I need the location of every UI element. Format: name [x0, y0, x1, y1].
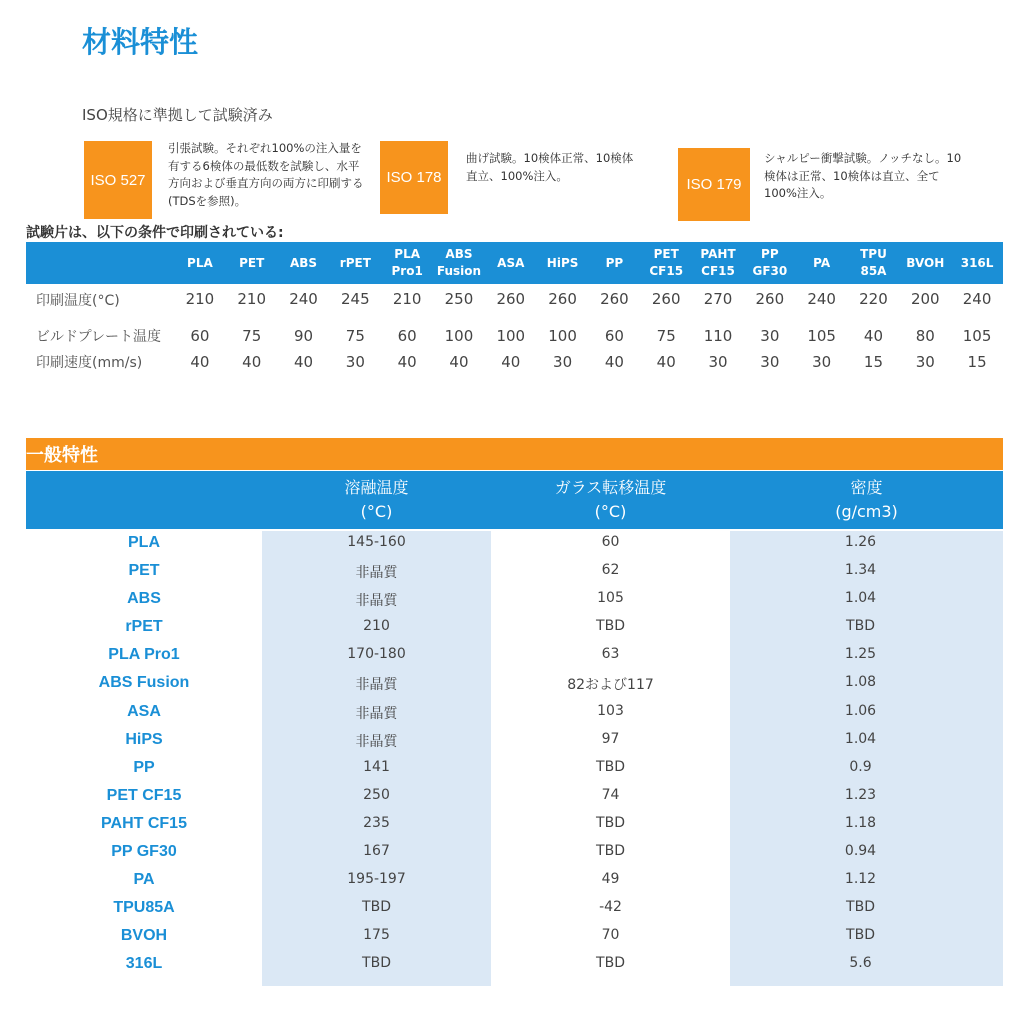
conditions-cell: 210	[237, 290, 267, 308]
material-header-line1: PET	[239, 255, 265, 270]
material-header-2	[278, 242, 330, 284]
conditions-cell: 220	[859, 290, 888, 308]
material-header-line1: ABS	[289, 255, 318, 270]
material-header-0	[174, 242, 226, 284]
material-header-3	[329, 242, 381, 284]
property-row	[26, 671, 1003, 699]
general-properties-bar	[26, 438, 1003, 470]
conditions-cell: 40	[604, 353, 624, 371]
conditions-header-row	[26, 242, 1003, 284]
material-header-5	[433, 242, 485, 284]
material-header-line1: PA	[813, 255, 831, 270]
conditions-cell: 200	[910, 290, 940, 308]
conditions-cell: 210	[185, 290, 215, 308]
conditions-cell: 245	[341, 290, 370, 308]
material-header-line1: ASA	[497, 255, 525, 270]
glass-temp-header-line2: (°C)	[594, 502, 627, 521]
glass-temp-value: 74	[601, 786, 620, 803]
material-name: PP GF30	[111, 843, 177, 861]
property-row	[26, 728, 1003, 756]
material-name: PAHT CF15	[101, 814, 187, 832]
material-header-11	[744, 242, 796, 284]
conditions-cell: 40	[656, 353, 676, 371]
property-row	[26, 700, 1003, 728]
glass-temp-value: TBD	[596, 843, 625, 860]
general-properties-title: 一般特性	[26, 445, 98, 466]
material-name: ABS Fusion	[98, 674, 190, 692]
material-header-10	[692, 242, 744, 284]
conditions-cell: 100	[444, 327, 474, 345]
iso-subtitle: ISO規格に準拠して試験済み	[82, 106, 273, 124]
melt-temp-value: 非晶質	[355, 705, 398, 722]
density-value: 1.08	[844, 674, 877, 691]
conditions-cell: 270	[703, 290, 733, 308]
conditions-cell: 15	[967, 353, 987, 371]
material-header-9	[640, 242, 692, 284]
conditions-cell: 60	[604, 327, 624, 345]
conditions-cell: 30	[760, 353, 780, 371]
melt-temp-header-line2: (°C)	[360, 502, 393, 521]
conditions-cell: 40	[449, 353, 469, 371]
material-header-line1: HiPS	[546, 255, 579, 270]
conditions-cell: 40	[397, 353, 417, 371]
glass-temp-value: TBD	[596, 814, 625, 831]
density-value: 1.06	[844, 702, 877, 719]
melt-temp-value: 175	[363, 927, 390, 944]
material-header-7	[537, 242, 589, 284]
melt-temp-value: 非晶質	[355, 593, 398, 610]
material-name: TPU85A	[113, 899, 175, 917]
glass-temp-value: TBD	[596, 618, 625, 635]
property-row	[26, 531, 1003, 559]
property-row	[26, 559, 1003, 587]
material-header-15	[951, 242, 1003, 284]
material-header-line2: 85A	[860, 264, 887, 278]
conditions-cell: 40	[293, 353, 314, 371]
melt-temp-value: 非晶質	[355, 733, 398, 750]
property-row	[26, 812, 1003, 840]
material-name: 316L	[125, 955, 163, 973]
iso-179-description: シャルピー衝撃試験。ノッチなし。10検体は正常、10検体は直立、全て100%注入。	[764, 151, 962, 200]
glass-temp-header	[491, 471, 730, 529]
material-header-line2: Pro1	[391, 264, 423, 278]
material-header-line1: BVOH	[906, 255, 945, 270]
material-header-line1: 316L	[960, 255, 994, 270]
conditions-row	[26, 323, 1003, 349]
conditions-cell: 75	[656, 327, 676, 345]
density-value: 1.34	[844, 562, 877, 579]
melt-temp-value: 250	[363, 786, 390, 803]
conditions-row-label: 印刷速度(mm/s)	[36, 355, 143, 371]
material-name: PA	[133, 871, 155, 889]
density-value: 0.9	[849, 758, 872, 775]
conditions-cell: 40	[242, 353, 262, 371]
conditions-cell: 90	[293, 327, 314, 345]
melt-temp-value: 195-197	[347, 871, 406, 888]
conditions-cell: 240	[962, 290, 992, 308]
material-name: PET	[128, 562, 160, 580]
density-value: 5.6	[849, 955, 872, 972]
property-row	[26, 868, 1003, 896]
conditions-cell: 100	[548, 327, 577, 345]
material-header-line1: PLA	[394, 247, 421, 261]
property-row	[26, 615, 1003, 643]
conditions-header-blank	[26, 242, 174, 284]
density-value: TBD	[846, 618, 875, 635]
material-header-line1: PAHT	[700, 247, 736, 261]
conditions-cell: 60	[397, 327, 417, 345]
material-name: ABS	[127, 590, 161, 608]
density-value: 0.94	[844, 843, 877, 860]
glass-temp-value: 97	[601, 730, 620, 747]
glass-temp-value: 103	[597, 702, 624, 719]
density-value: 1.26	[844, 534, 877, 550]
iso-527-description: 引張試験。それぞれ100%の注入量を有する6検体の最低数を試験し、水平方向および垂直方向の両方に印刷する(TDSを参照)。	[168, 141, 364, 208]
glass-temp-value: TBD	[596, 758, 625, 775]
conditions-cell: 40	[190, 353, 210, 371]
density-value: TBD	[846, 899, 875, 916]
conditions-row	[26, 349, 1003, 375]
conditions-cell: 240	[289, 290, 318, 308]
conditions-cell: 40	[863, 327, 884, 345]
property-row	[26, 840, 1003, 868]
melt-temp-value: TBD	[362, 955, 391, 972]
conditions-cell: 250	[444, 290, 474, 308]
melt-temp-value: 167	[363, 843, 390, 860]
print-conditions-table	[26, 242, 1003, 375]
conditions-cell: 80	[915, 327, 935, 345]
conditions-cell: 75	[345, 327, 365, 345]
conditions-cell: 30	[915, 353, 935, 371]
melt-temp-value: 141	[363, 758, 390, 775]
material-header-line2: CF15	[701, 264, 735, 278]
conditions-row	[26, 284, 1003, 323]
material-header-line1: PET	[653, 247, 679, 261]
material-header-8	[589, 242, 641, 284]
glass-temp-header-line1: ガラス転移温度	[554, 478, 667, 497]
material-header-13	[848, 242, 900, 284]
glass-temp-value: 70	[601, 927, 620, 944]
property-row	[26, 924, 1003, 952]
density-value: 1.18	[844, 814, 877, 831]
material-header-14	[899, 242, 951, 284]
glass-temp-value: 62	[601, 562, 620, 579]
material-header-line1: rPET	[339, 255, 371, 270]
glass-temp-value: TBD	[596, 955, 625, 972]
material-header-12	[796, 242, 848, 284]
melt-temp-value: 非晶質	[355, 565, 398, 582]
material-name: PLA Pro1	[108, 646, 180, 664]
conditions-cell: 240	[807, 290, 836, 308]
property-row	[26, 952, 1003, 980]
conditions-cell: 15	[863, 353, 884, 371]
material-name: PLA	[128, 534, 160, 551]
material-header-line1: PP	[605, 255, 624, 270]
iso-527-badge: ISO 527	[84, 141, 152, 219]
property-row	[26, 896, 1003, 924]
glass-temp-value: 60	[601, 534, 620, 550]
density-header-line2: (g/cm3)	[835, 502, 898, 521]
density-value: TBD	[846, 927, 875, 944]
material-header-line1: ABS	[445, 247, 473, 261]
property-row	[26, 784, 1003, 812]
conditions-cell: 100	[496, 327, 526, 345]
density-value: 1.23	[844, 786, 877, 803]
material-name: PP	[133, 758, 155, 776]
conditions-label: 試験片は、以下の条件で印刷されている:	[26, 225, 284, 241]
density-header	[730, 471, 1003, 529]
property-row	[26, 643, 1003, 671]
melt-temp-value: 非晶質	[355, 677, 398, 694]
material-header-4	[381, 242, 433, 284]
conditions-cell: 40	[501, 353, 521, 371]
conditions-cell: 210	[392, 290, 422, 308]
conditions-cell: 30	[760, 327, 780, 345]
glass-temp-value: 63	[601, 646, 620, 663]
conditions-cell: 30	[812, 353, 832, 371]
conditions-cell: 105	[807, 327, 836, 345]
conditions-row-label: 印刷温度(°C)	[36, 293, 120, 309]
glass-temp-value: 82および117	[567, 677, 654, 694]
conditions-cell: 110	[703, 327, 733, 345]
density-value: 1.25	[844, 646, 877, 663]
conditions-cell: 260	[651, 290, 681, 308]
conditions-cell: 260	[755, 290, 785, 308]
iso-178-badge: ISO 178	[380, 141, 448, 214]
conditions-cell: 260	[548, 290, 577, 308]
melt-temp-header-line1: 溶融温度	[344, 478, 409, 497]
conditions-row-label: ビルドプレート温度	[36, 329, 162, 345]
conditions-cell: 260	[496, 290, 526, 308]
iso-179-badge: ISO 179	[678, 148, 750, 221]
density-value: 1.12	[844, 871, 877, 888]
conditions-cell: 30	[708, 353, 728, 371]
property-row	[26, 756, 1003, 784]
melt-temp-value: 145-160	[347, 534, 406, 550]
melt-temp-value: 235	[363, 814, 390, 831]
page-title: 材料特性	[82, 25, 199, 59]
material-name: HiPS	[125, 730, 163, 748]
properties-rows	[26, 531, 1003, 981]
property-row	[26, 587, 1003, 615]
material-header-line1: PP	[761, 247, 779, 261]
density-value: 1.04	[844, 590, 877, 607]
material-name: ASA	[127, 702, 161, 720]
material-header-1	[226, 242, 278, 284]
density-value: 1.04	[844, 730, 877, 747]
conditions-cell: 30	[553, 353, 573, 371]
conditions-cell: 75	[242, 327, 262, 345]
material-name: PET CF15	[106, 786, 182, 804]
density-header-line1: 密度	[850, 478, 883, 497]
material-name: rPET	[125, 618, 163, 636]
material-name: BVOH	[120, 927, 168, 945]
conditions-cell: 105	[962, 327, 992, 345]
material-header-line1: TPU	[860, 247, 887, 261]
material-header-6	[485, 242, 537, 284]
conditions-cell: 60	[190, 327, 210, 345]
melt-temp-value: 170-180	[347, 646, 406, 663]
material-header-line2: CF15	[649, 264, 684, 278]
melt-temp-value: TBD	[362, 899, 391, 916]
conditions-cell: 30	[345, 353, 365, 371]
melt-temp-value: 210	[363, 618, 390, 635]
glass-temp-value: 49	[601, 871, 620, 888]
glass-temp-value: 105	[597, 590, 624, 607]
conditions-cell: 260	[600, 290, 629, 308]
melt-temp-header	[262, 471, 491, 529]
material-header-line1: PLA	[187, 255, 213, 270]
material-header-line2: Fusion	[436, 264, 482, 278]
material-header-line2: GF30	[752, 264, 788, 278]
glass-temp-value: -42	[599, 899, 622, 916]
iso-178-description: 曲げ試験。10検体正常、10検体直立、100%注入。	[466, 151, 634, 183]
